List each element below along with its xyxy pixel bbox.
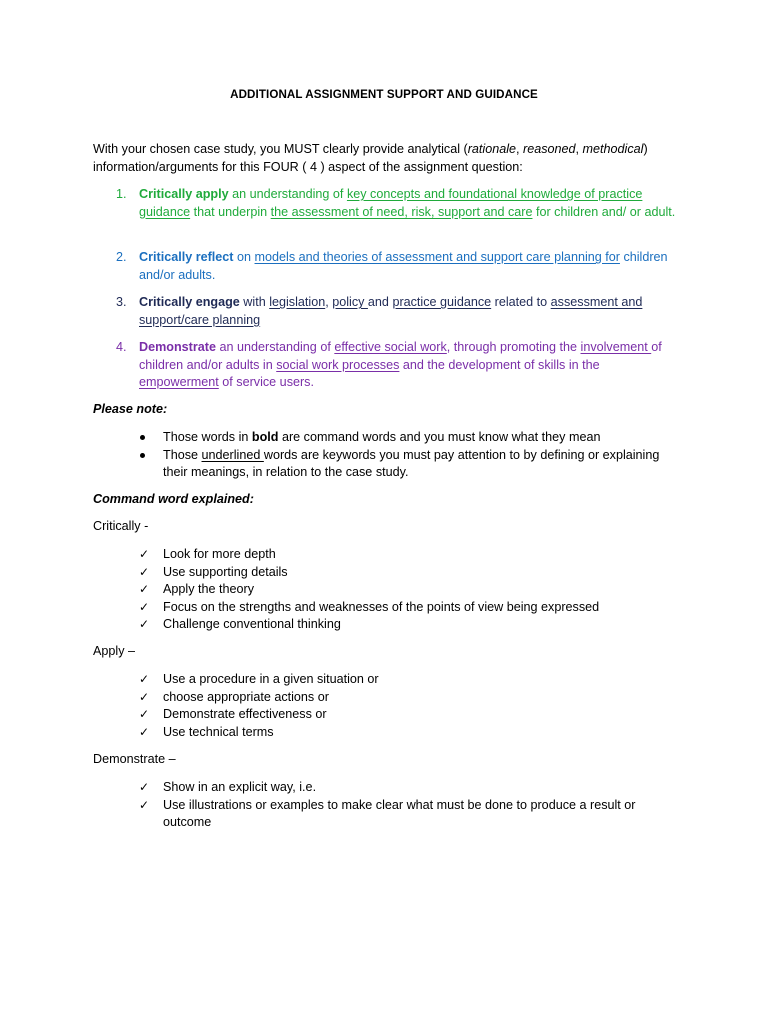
item-text: of service users. xyxy=(218,375,314,389)
checklist-text: Apply the theory xyxy=(163,582,255,597)
check-mark-icon: ✓ xyxy=(139,797,150,812)
checklist-text: choose appropriate actions or xyxy=(163,689,329,704)
intro-text: , xyxy=(575,142,583,156)
keyword: empowerment xyxy=(139,375,219,389)
intro-text: , xyxy=(516,142,524,156)
note-bold-word: bold xyxy=(251,430,279,444)
checklist-text: Use a procedure in a given situation or xyxy=(163,672,379,686)
numbered-list-item-4 xyxy=(93,339,678,392)
checklist-text: Use supporting details xyxy=(163,564,288,579)
bullet-dot-icon xyxy=(140,453,145,458)
checklist-apply xyxy=(93,671,678,741)
keyword: social work processes xyxy=(276,357,400,372)
check-mark-icon: ✓ xyxy=(139,617,150,632)
checklist-item xyxy=(93,706,678,724)
command-word-heading: Command word explained: xyxy=(93,492,254,506)
checklist-item xyxy=(93,546,678,564)
document-title: ADDITIONAL ASSIGNMENT SUPPORT AND GUIDANCE xyxy=(230,88,538,101)
note-item xyxy=(93,447,678,482)
note-text: Those words in xyxy=(163,430,252,444)
keyword: the assessment of need, risk, support and care xyxy=(270,204,533,219)
item-number: 3. xyxy=(116,295,127,309)
checklist-item xyxy=(93,581,678,599)
section-label-critically: Critically - xyxy=(93,519,149,533)
checklist-demonstrate xyxy=(93,779,678,832)
keyword: practice guidance xyxy=(392,295,492,309)
keyword: key concepts and foundational knowledge of practice guidance xyxy=(139,187,643,219)
keyword: assessment and support/care planning xyxy=(139,295,643,327)
checklist-item xyxy=(93,671,678,689)
checklist-text: Use technical terms xyxy=(163,724,274,739)
item-text: and the development of skills in the xyxy=(399,357,600,372)
item-text: for children and/ or adult. xyxy=(532,204,676,219)
item-text: on xyxy=(233,250,255,264)
bullet-dot-icon xyxy=(140,435,145,440)
item-text: of children and/or adults in xyxy=(139,340,662,372)
section-label-demonstrate: Demonstrate – xyxy=(93,752,176,766)
checklist-item xyxy=(93,724,678,742)
checklist-item xyxy=(93,616,678,634)
item-text: with xyxy=(239,295,270,309)
keyword: models and theories of assessment and support care planning for xyxy=(254,250,620,264)
check-mark-icon: ✓ xyxy=(139,689,150,704)
item-text: , through promoting the xyxy=(446,340,581,354)
checklist-text: Focus on the strengths and weaknesses of the points of view being expressed xyxy=(163,599,600,614)
check-mark-icon: ✓ xyxy=(139,672,150,686)
intro-methodical: methodical xyxy=(582,142,644,156)
checklist-item xyxy=(93,564,678,582)
command-word: Critically reflect xyxy=(139,250,234,264)
item-text: that underpin xyxy=(190,204,271,219)
intro-text: With your chosen case study, you MUST clearly provide analytical ( xyxy=(93,142,468,156)
check-mark-icon: ✓ xyxy=(139,564,150,579)
check-mark-icon: ✓ xyxy=(139,582,150,597)
checklist-text: Look for more depth xyxy=(163,547,276,561)
keyword: policy xyxy=(332,295,368,309)
checklist-text: Show in an explicit way, i.e. xyxy=(163,780,317,794)
checklist-text: Challenge conventional thinking xyxy=(163,617,341,632)
check-mark-icon: ✓ xyxy=(139,724,150,739)
checklist-item xyxy=(93,797,678,832)
note-underlined-word: underlined xyxy=(201,447,264,462)
checklist-text: Demonstrate effectiveness or xyxy=(163,707,327,722)
check-mark-icon: ✓ xyxy=(139,780,150,794)
item-text: related to xyxy=(491,295,551,309)
intro-paragraph xyxy=(93,141,678,176)
item-text: children and/or adults. xyxy=(139,250,668,282)
check-mark-icon: ✓ xyxy=(139,707,150,722)
notes-list xyxy=(93,429,678,482)
check-mark-icon: ✓ xyxy=(139,599,150,614)
note-text: words are keywords you must pay attention to by defining or explaining their meanings, in relation to the case study. xyxy=(163,447,660,479)
intro-rationale: rationale xyxy=(467,142,517,156)
numbered-list-item-1 xyxy=(93,186,678,221)
checklist-item xyxy=(93,599,678,617)
numbered-list-item-3 xyxy=(93,294,678,329)
section-label-apply: Apply – xyxy=(93,644,136,658)
item-text: an understanding of xyxy=(215,340,335,354)
note-text: Those xyxy=(163,447,202,462)
checklist-text: Use illustrations or examples to make clear what must be done to produce a result or outcome xyxy=(163,797,636,830)
item-number: 2. xyxy=(116,250,127,264)
item-text: and xyxy=(367,295,393,309)
please-note-heading: Please note: xyxy=(93,402,168,416)
item-number: 1. xyxy=(116,187,127,201)
keyword: involvement xyxy=(580,340,652,354)
checklist-item xyxy=(93,689,678,707)
keyword: legislation xyxy=(269,295,326,309)
item-number: 4. xyxy=(116,340,127,354)
check-mark-icon: ✓ xyxy=(139,547,150,561)
keyword: effective social work xyxy=(334,340,447,354)
checklist-critically xyxy=(93,546,678,634)
intro-reasoned: reasoned xyxy=(523,142,576,156)
item-text: , xyxy=(325,295,333,309)
note-text: are command words and you must know what they mean xyxy=(278,430,601,444)
command-word: Critically engage xyxy=(139,295,240,309)
command-word: Demonstrate xyxy=(139,340,216,354)
checklist-item xyxy=(93,779,678,797)
note-item xyxy=(93,429,678,447)
item-text: an understanding of xyxy=(228,187,347,201)
numbered-list-item-2 xyxy=(93,249,678,284)
command-word: Critically apply xyxy=(139,187,229,201)
intro-text: ) information/arguments for this FOUR ( 4 ) aspect of the assignment question: xyxy=(93,142,648,174)
